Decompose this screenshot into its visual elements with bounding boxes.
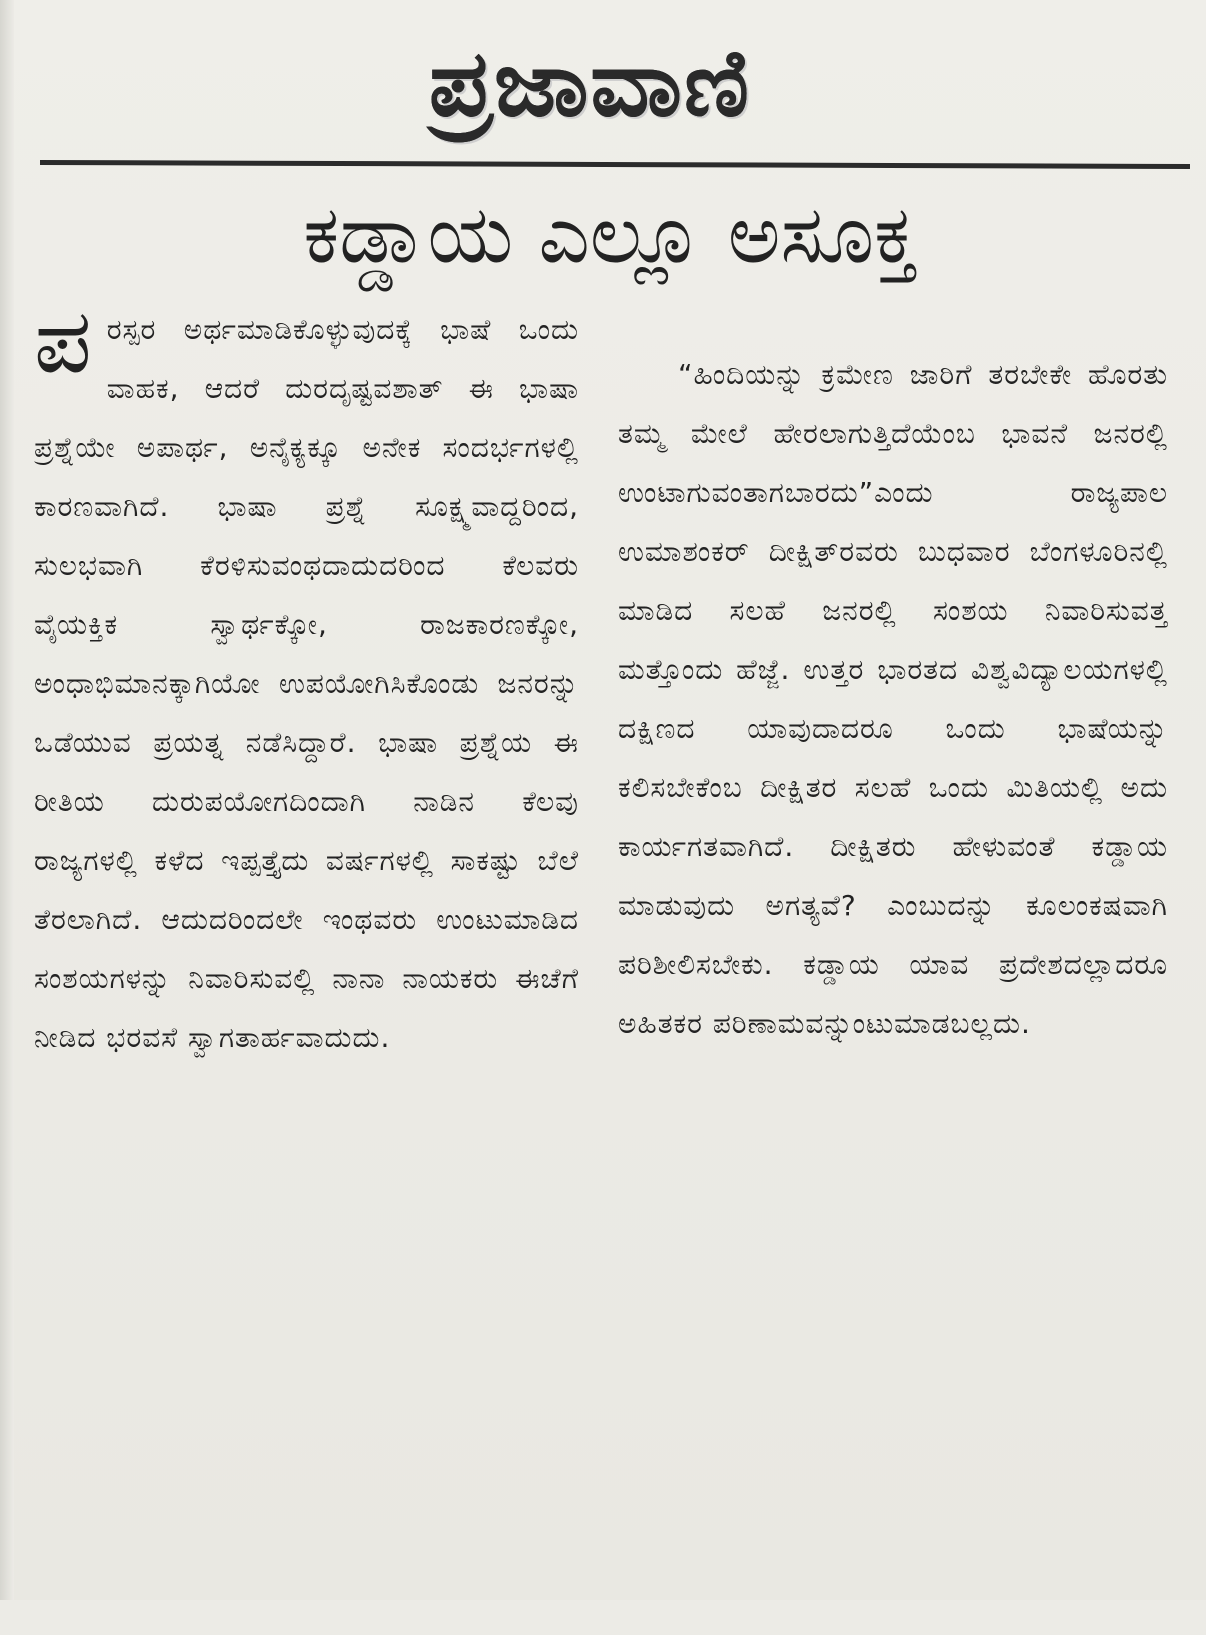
page-edge-shadow	[0, 0, 14, 1600]
newspaper-masthead: ಪ್ರಜಾವಾಣಿ	[429, 29, 751, 137]
article-right-column	[618, 345, 1168, 1635]
article-headline: ಕಡ್ಡಾಯ ಎಲ್ಲೂ ಅಸೂಕ್ತ	[303, 188, 917, 281]
article-left-column	[34, 289, 579, 1590]
right-column-paragraph: “ಹಿಂದಿಯನ್ನು ಕ್ರಮೇಣ ಜಾರಿಗೆ ತರಬೇಕೇ ಹೊರತು ತಮ್ಮ ಮೇಲೆ ಹೇರಲಾಗುತ್ತಿದೆಯೆಂಬ ಭಾವನೆ ಜನರಲ್ಲಿ ಉಂಟಾಗುವಂತಾಗಬಾರದು”ಎಂದು ರಾಜ್ಯಪಾಲ ಉಮಾಶಂಕರ್ ದೀಕ್ಷಿತ್‌ರವರು ಬುಧವಾರ ಬೆಂಗಳೂರಿನಲ್ಲಿ ಮಾಡಿದ ಸಲಹೆ ಜನರಲ್ಲಿ ಸಂಶಯ ನಿವಾರಿಸುವತ್ತ ಮತ್ತೊಂದು ಹೆಜ್ಜೆ. ಉತ್ತರ ಭಾರತದ ವಿಶ್ವವಿದ್ಯಾಲಯಗಳಲ್ಲಿ ದಕ್ಷಿಣದ ಯಾವುದಾದರೂ ಒಂದು ಭಾಷೆಯನ್ನು ಕಲಿಸಬೇಕೆಂಬ ದೀಕ್ಷಿತರ ಸಲಹೆ ಒಂದು ಮಿತಿಯಲ್ಲಿ ಅದು ಕಾರ್ಯಗತವಾಗಿದೆ. ದೀಕ್ಷಿತರು ಹೇಳುವಂತೆ ಕಡ್ಡಾಯ ಮಾಡುವುದು ಅಗತ್ಯವೆ? ಎಂಬುದನ್ನು ಕೂಲಂಕಷವಾಗಿ ಪರಿಶೀಲಿಸಬೇಕು. ಕಡ್ಡಾಯ ಯಾವ ಪ್ರದೇಶದಲ್ಲಾದರೂ ಅಹಿತಕರ ಪರಿಣಾಮವನ್ನುಂಟುಮಾಡಬಲ್ಲದು.	[618, 358, 1168, 1040]
drop-cap: ಪ	[34, 289, 93, 394]
left-column-paragraph: ರಸ್ಪರ ಅರ್ಥಮಾಡಿಕೊಳ್ಳುವುದಕ್ಕೆ ಭಾಷೆ ಒಂದು ವಾಹಕ, ಆದರೆ ದುರದೃಷ್ಟವಶಾತ್ ಈ ಭಾಷಾ ಪ್ರಶ್ನೆಯೇ ಅಪಾರ್ಥ, ಅನೈಕ್ಯಕ್ಕೂ ಅನೇಕ ಸಂದರ್ಭಗಳಲ್ಲಿ ಕಾರಣವಾಗಿದೆ. ಭಾಷಾ ಪ್ರಶ್ನೆ ಸೂಕ್ಷ್ಮವಾದ್ದರಿಂದ, ಸುಲಭವಾಗಿ ಕೆರಳಿಸುವಂಥದಾದುದರಿಂದ ಕೆಲವರು ವೈಯಕ್ತಿಕ ಸ್ವಾರ್ಥಕ್ಕೋ, ರಾಜಕಾರಣಕ್ಕೋ, ಅಂಧಾಭಿಮಾನಕ್ಕಾಗಿಯೋ ಉಪಯೋಗಿಸಿಕೊಂಡು ಜನರನ್ನು ಒಡೆಯುವ ಪ್ರಯತ್ನ ನಡೆಸಿದ್ದಾರೆ. ಭಾಷಾ ಪ್ರಶ್ನೆಯ ಈ ರೀತಿಯ ದುರುಪಯೋಗದಿಂದಾಗಿ ನಾಡಿನ ಕೆಲವು ರಾಜ್ಯಗಳಲ್ಲಿ ಕಳೆದ ಇಪ್ಪತ್ತೈದು ವರ್ಷಗಳಲ್ಲಿ ಸಾಕಷ್ಟು ಬೆಲೆ ತೆರಲಾಗಿದೆ. ಆದುದರಿಂದಲೇ ಇಂಥವರು ಉಂಟುಮಾಡಿದ ಸಂಶಯಗಳನ್ನು ನಿವಾರಿಸುವಲ್ಲಿ ನಾನಾ ನಾಯಕರು ಈಚೆಗೆ ನೀಡಿದ ಭರವಸೆ ಸ್ವಾಗತಾರ್ಹವಾದುದು.	[34, 313, 579, 1054]
masthead-rule	[40, 160, 1190, 169]
